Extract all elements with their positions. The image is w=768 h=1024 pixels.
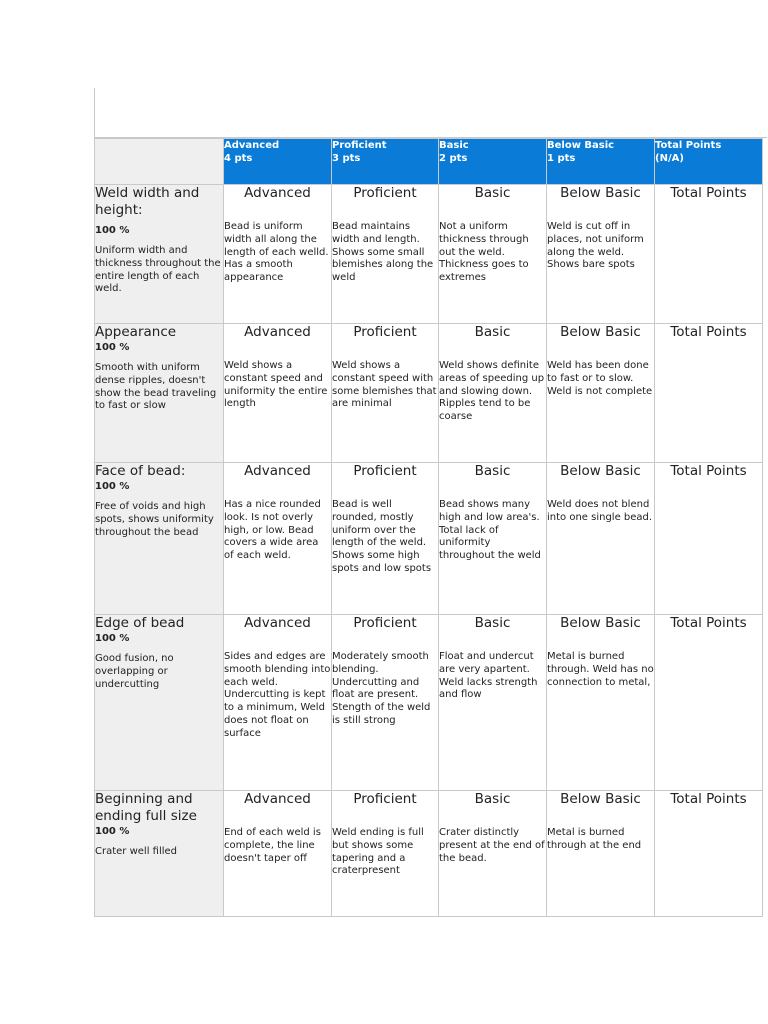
- criterion-row-edge-of-bead: [95, 615, 763, 791]
- level-name: Total Points: [670, 324, 747, 340]
- level-cell-total-points: [655, 463, 763, 615]
- level-name: Basic: [474, 791, 511, 807]
- criterion-weight: 100 %: [95, 481, 130, 492]
- header-level-name: Total Points: [655, 140, 722, 151]
- level-description: Bead is well rounded, mostly uniform over the length of the weld. Shows some high spots and low spots: [332, 499, 432, 574]
- level-cell-basic[interactable]: [439, 324, 547, 463]
- level-name: Advanced: [244, 463, 311, 479]
- level-name: Below Basic: [560, 324, 641, 340]
- level-cell-advanced[interactable]: [224, 324, 332, 463]
- level-cell-below-basic[interactable]: [547, 463, 655, 615]
- header-level-name: Below Basic: [547, 140, 615, 151]
- header-below-basic: [547, 139, 655, 185]
- header-basic: [439, 139, 547, 185]
- header-level-points: (N/A): [655, 153, 684, 164]
- header-row: [95, 139, 763, 185]
- level-cell-total-points: [655, 791, 763, 917]
- level-cell-below-basic[interactable]: [547, 615, 655, 791]
- level-cell-total-points: [655, 615, 763, 791]
- level-description: Weld has been done to fast or to slow. Weld is not complete: [547, 360, 653, 397]
- rubric-table: [94, 138, 763, 917]
- level-cell-advanced[interactable]: [224, 791, 332, 917]
- level-name: Proficient: [353, 185, 417, 201]
- level-cell-basic[interactable]: [439, 463, 547, 615]
- level-description: End of each weld is complete, the line doesn't taper off: [224, 827, 321, 864]
- header-level-name: Basic: [439, 140, 469, 151]
- level-name: Below Basic: [560, 615, 641, 631]
- level-description: Weld ending is full but shows some tapering and a craterpresent: [332, 827, 424, 877]
- criterion-description: Uniform width and thickness throughout the entire length of each weld.: [95, 245, 221, 295]
- level-cell-advanced[interactable]: [224, 615, 332, 791]
- level-cell-below-basic[interactable]: [547, 324, 655, 463]
- header-proficient: [332, 139, 439, 185]
- criterion-cell: [95, 615, 224, 791]
- level-name: Total Points: [670, 615, 747, 631]
- level-cell-basic[interactable]: [439, 615, 547, 791]
- level-description: Bead is uniform width all along the length of each welld. Has a smooth appearance: [224, 221, 329, 284]
- level-name: Proficient: [353, 791, 417, 807]
- level-name: Advanced: [244, 615, 311, 631]
- header-level-name: Proficient: [332, 140, 387, 151]
- level-name: Below Basic: [560, 791, 641, 807]
- level-name: Basic: [474, 615, 511, 631]
- level-cell-advanced[interactable]: [224, 185, 332, 324]
- level-cell-basic[interactable]: [439, 791, 547, 917]
- criterion-cell: [95, 185, 224, 324]
- criterion-description: Crater well filled: [95, 846, 178, 857]
- level-name: Basic: [474, 324, 511, 340]
- level-name: Proficient: [353, 615, 417, 631]
- criterion-title: Appearance: [95, 324, 177, 340]
- criterion-description: Good fusion, no overlapping or undercutting: [95, 653, 174, 690]
- criterion-description: Smooth with uniform dense ripples, doesn't show the bead traveling to fast or slow: [95, 362, 217, 412]
- level-description: Has a nice rounded look. Is not overly high, or low. Bead covers a wide area of each weld.: [224, 499, 321, 562]
- level-description: Weld is cut off in places, not uniform along the weld. Shows bare spots: [547, 221, 644, 271]
- level-name: Basic: [474, 185, 511, 201]
- level-description: Metal is burned through at the end: [547, 827, 642, 851]
- level-description: Crater distinctly present at the end of the bead.: [439, 827, 545, 864]
- level-cell-below-basic[interactable]: [547, 791, 655, 917]
- level-cell-basic[interactable]: [439, 185, 547, 324]
- level-name: Below Basic: [560, 185, 641, 201]
- criterion-description: Free of voids and high spots, shows uniformity throughout the bead: [95, 501, 214, 538]
- criterion-weight: 100 %: [95, 342, 130, 353]
- criterion-title: Edge of bead: [95, 615, 185, 631]
- criterion-weight: 100 %: [95, 826, 130, 837]
- rubric-title-area: [94, 88, 767, 138]
- level-cell-advanced[interactable]: [224, 463, 332, 615]
- criterion-title: Weld width and height:: [95, 185, 200, 218]
- level-cell-proficient[interactable]: [332, 463, 439, 615]
- header-advanced: [224, 139, 332, 185]
- level-name: Total Points: [670, 185, 747, 201]
- header-level-points: 3 pts: [332, 153, 361, 164]
- level-description: Metal is burned through. Weld has no connection to metal,: [547, 651, 654, 688]
- level-description: Moderately smooth blending. Undercutting and float are present. Stength of the weld is still strong: [332, 651, 431, 726]
- level-name: Total Points: [670, 463, 747, 479]
- criterion-row-face-of-bead: [95, 463, 763, 615]
- level-description: Float and undercut are very apartent. Weld lacks strength and flow: [439, 651, 538, 701]
- level-cell-proficient[interactable]: [332, 615, 439, 791]
- level-description: Weld shows definite areas of speeding up and slowing down. Ripples tend to be coarse: [439, 360, 545, 423]
- header-level-name: Advanced: [224, 140, 280, 151]
- level-cell-proficient[interactable]: [332, 791, 439, 917]
- level-name: Advanced: [244, 791, 311, 807]
- level-name: Total Points: [670, 791, 747, 807]
- level-name: Proficient: [353, 324, 417, 340]
- level-description: Weld shows a constant speed and uniformity the entire length: [224, 360, 328, 410]
- criterion-row-appearance: [95, 324, 763, 463]
- level-cell-proficient[interactable]: [332, 185, 439, 324]
- level-description: Weld does not blend into one single bead.: [547, 499, 653, 523]
- level-cell-total-points: [655, 185, 763, 324]
- criterion-cell: [95, 463, 224, 615]
- level-name: Advanced: [244, 185, 311, 201]
- criterion-cell: [95, 791, 224, 917]
- level-description: Bead maintains width and length. Shows some small blemishes along the weld: [332, 221, 434, 284]
- header-total-points: [655, 139, 763, 185]
- level-cell-proficient[interactable]: [332, 324, 439, 463]
- criterion-title: Face of bead:: [95, 463, 186, 479]
- level-name: Advanced: [244, 324, 311, 340]
- header-level-points: 1 pts: [547, 153, 576, 164]
- criterion-weight: 100 %: [95, 633, 130, 644]
- criterion-weight: 100 %: [95, 225, 130, 236]
- level-cell-total-points: [655, 324, 763, 463]
- level-name: Below Basic: [560, 463, 641, 479]
- header-level-points: 2 pts: [439, 153, 468, 164]
- header-level-points: 4 pts: [224, 153, 253, 164]
- level-cell-below-basic[interactable]: [547, 185, 655, 324]
- level-description: Bead shows many high and low area's. Total lack of uniformity throughout the weld: [439, 499, 541, 562]
- criterion-cell: [95, 324, 224, 463]
- criterion-row-beginning-ending: [95, 791, 763, 917]
- level-description: Weld shows a constant speed with some blemishes that are minimal: [332, 360, 437, 410]
- header-corner-cell: [95, 139, 224, 185]
- level-description: Not a uniform thickness through out the weld. Thickness goes to extremes: [439, 221, 529, 284]
- criterion-title: Beginning and ending full size: [95, 791, 197, 824]
- level-description: Sides and edges are smooth blending into each weld. Undercutting is kept to a minimum, Weld does not float on surface: [224, 651, 331, 739]
- level-name: Proficient: [353, 463, 417, 479]
- level-name: Basic: [474, 463, 511, 479]
- criterion-row-weld-width: [95, 185, 763, 324]
